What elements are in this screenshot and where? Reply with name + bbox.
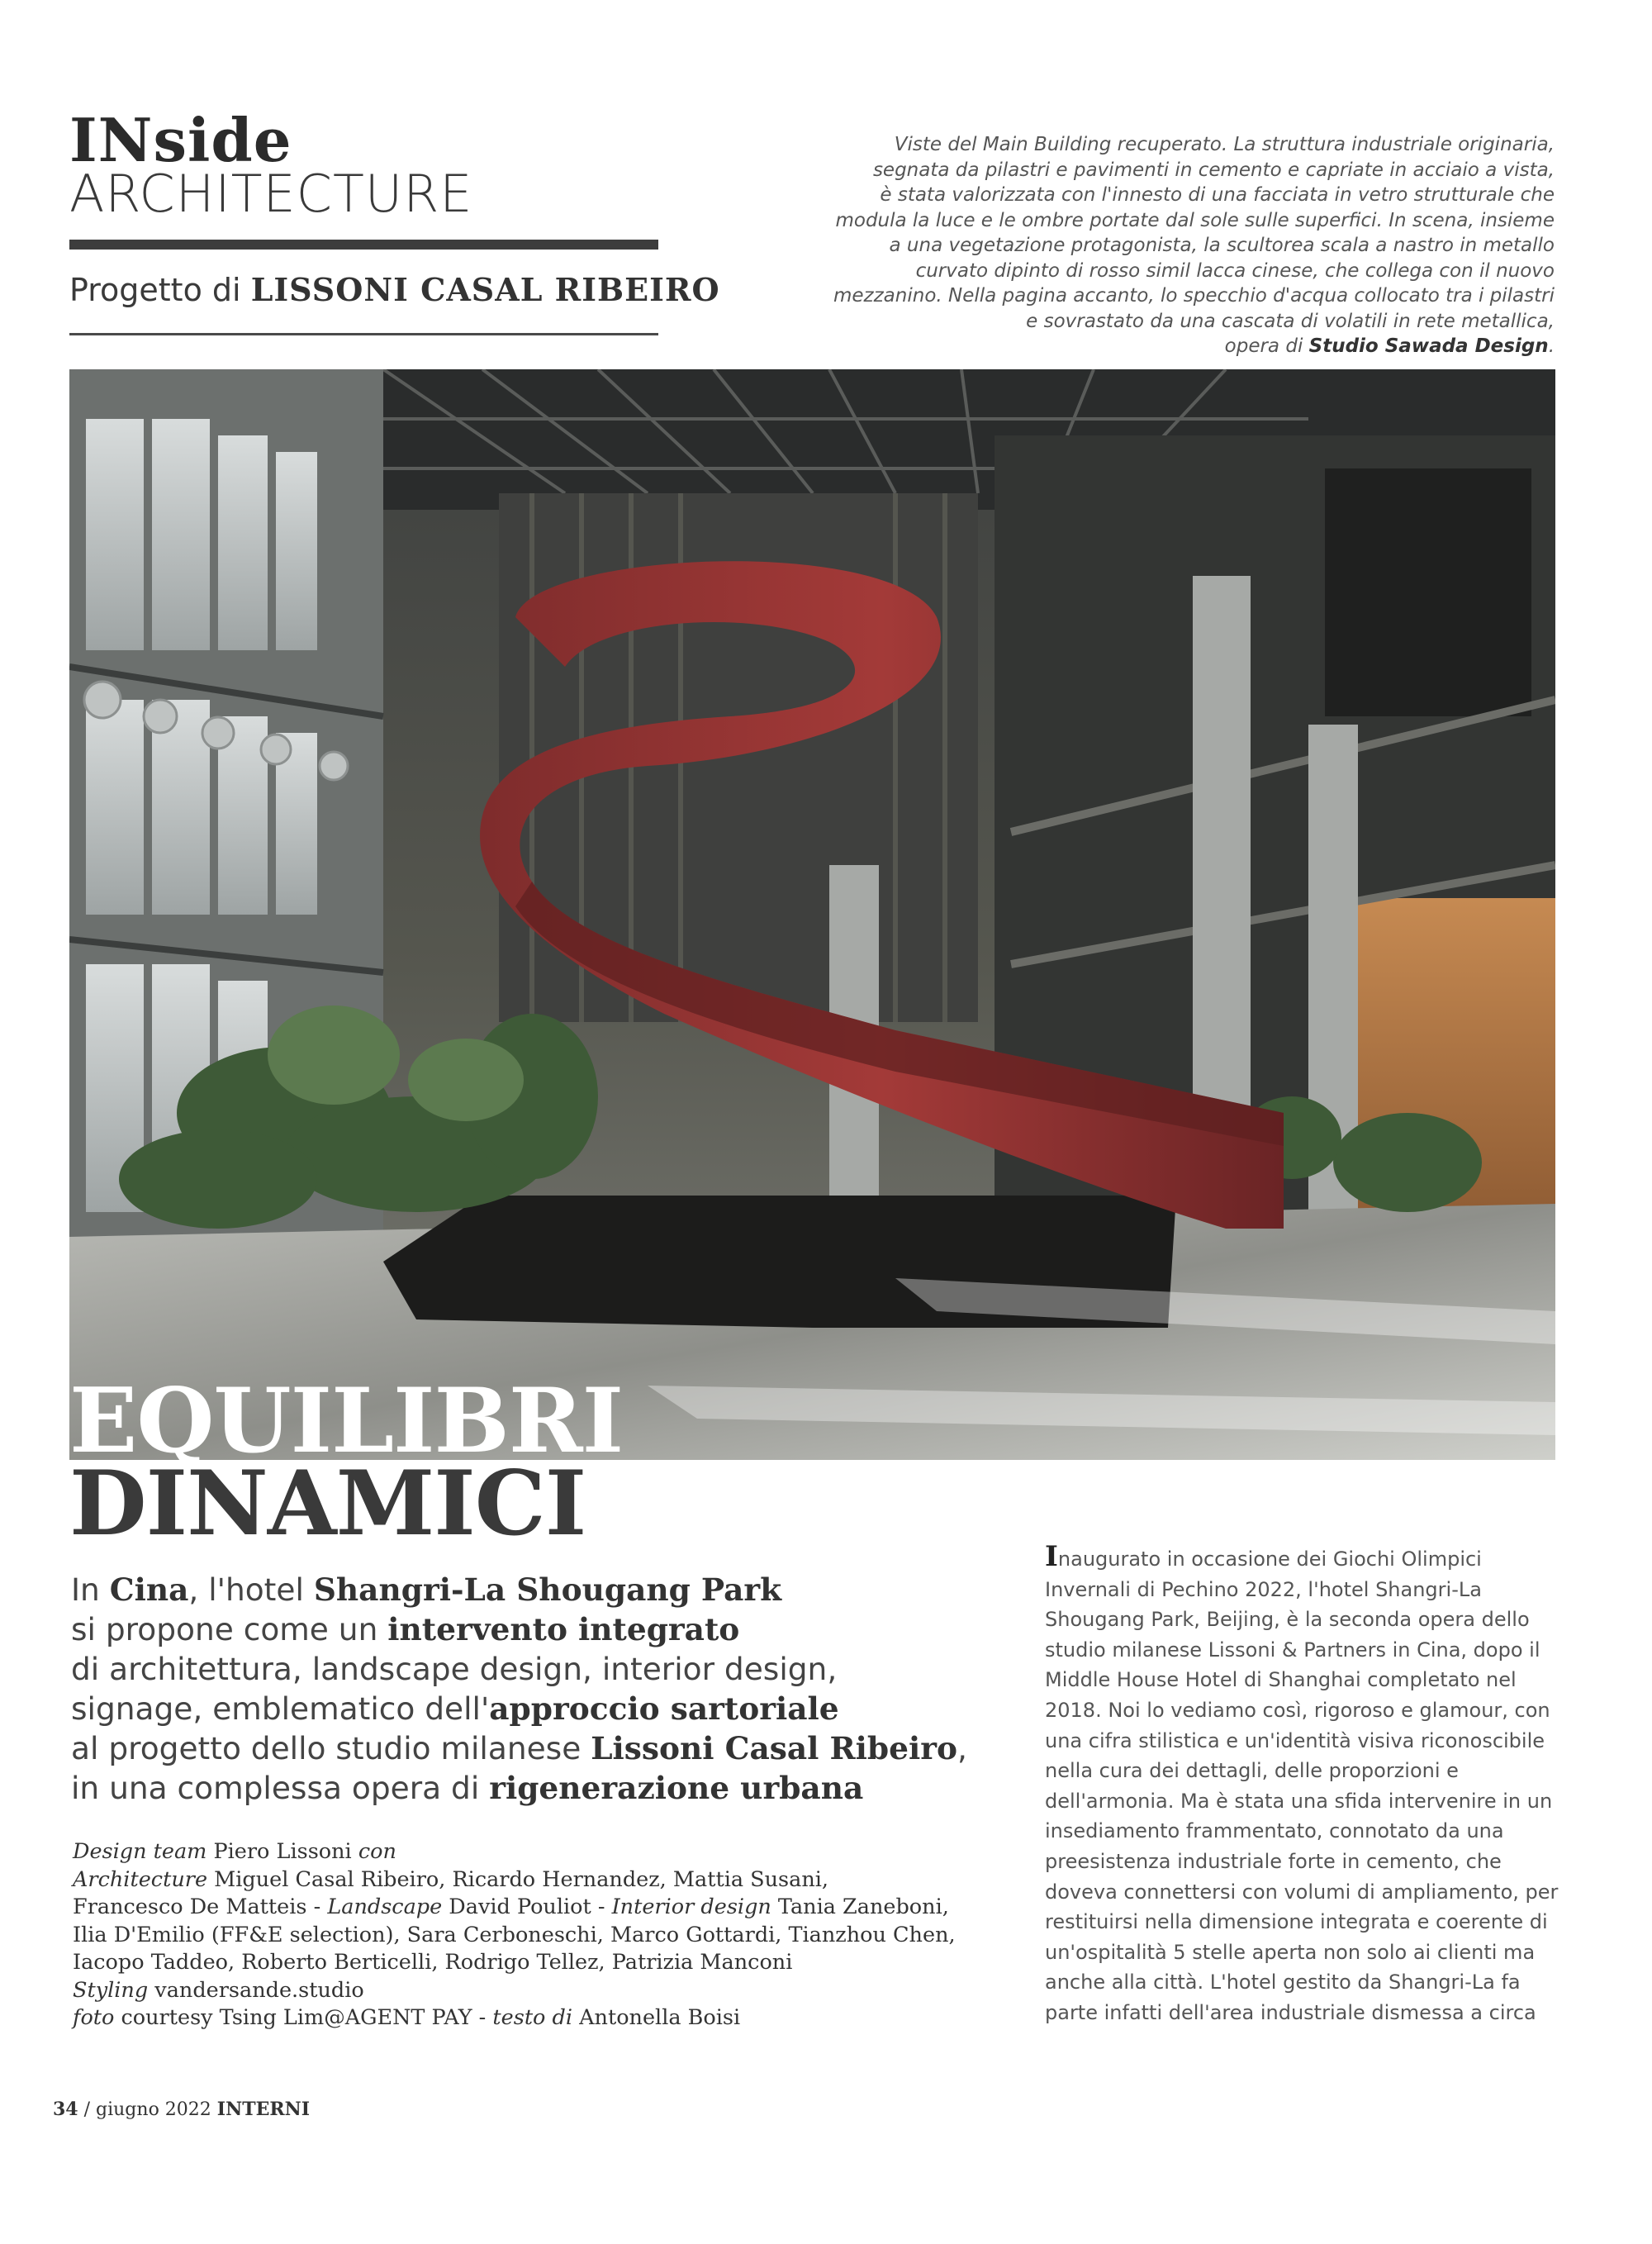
body-line: Shougang Park, Beijing, è la seconda opera dello [1045,1608,1530,1632]
credit-line [73,1866,948,1895]
body-line: Middle House Hotel di Shanghai completato nel [1045,1668,1517,1692]
credit-line [73,2004,948,2032]
lead-line [71,1570,980,1609]
lead-bold: Lissoni Casal Ribeiro [591,1730,957,1766]
caption-line: mezzanino. Nella pagina accanto, lo specchio d'acqua collocato tra i pilastri [833,285,1555,307]
title-line-1: EQUILIBRI [69,1369,624,1473]
design-credits [73,1838,956,2032]
credit-names: David Pouliot - [442,1895,612,1919]
page-footer [53,2099,310,2120]
project-name: LISSONI CASAL RIBEIRO [250,271,720,308]
body-line: parte infatti dell'area industriale dismessa a circa [1045,2000,1536,2024]
project-prefix: Progetto di [69,272,241,308]
body-line: 2018. Noi lo vediamo così, rigoroso e glamour, con [1045,1698,1550,1722]
drop-cap: I [1045,1540,1058,1573]
caption-suffix: . [1548,335,1555,357]
project-credit [69,269,720,311]
lead-text: si propone come un [71,1611,388,1647]
caption-line: segnata da pilastri e pavimenti in cemento e capriate in acciaio a vista, [872,159,1555,181]
credit-role: Interior design [611,1895,771,1919]
lead-line [71,1689,980,1728]
credit-role: Landscape [327,1895,443,1919]
credit-names: Antonella Boisi [572,2005,741,2030]
credit-line [73,1838,948,1866]
header-rule-thick [69,240,658,250]
body-text [1045,1542,1557,2028]
body-line: Invernali di Pechino 2022, l'hotel Shangri-La [1045,1577,1482,1601]
section-title-inside: INside [69,105,292,175]
lead-text: in una complessa opera di [71,1770,490,1806]
body-line: un'ospitalità 5 stelle aperta non solo ai clienti ma [1045,1940,1536,1964]
atrium-illustration [69,369,1555,1473]
issue-date: / giugno 2022 [78,2099,217,2120]
credit-role: con [358,1839,396,1864]
credit-names: Piero Lissoni [206,1839,358,1864]
body-line: doveva connettersi con volumi di ampliamento, per [1045,1880,1559,1904]
credit-line [73,1894,948,1922]
body-line: studio milanese Lissoni & Partners in Cina, dopo il [1045,1638,1540,1662]
lead-line [71,1609,980,1649]
lead-bold: Shangri-La Shougang Park [313,1571,782,1608]
lead-line [71,1768,980,1808]
lead-bold: intervento integrato [387,1611,740,1647]
credit-role: testo di [492,2005,572,2030]
credit-role: Styling [73,1977,149,2003]
lead-text: al progetto dello studio milanese [71,1730,591,1766]
hero-photo [69,369,1555,1473]
credit-names: Miguel Casal Ribeiro, Ricardo Hernandez, Mattia Susani, [207,1866,829,1892]
header-rule-thin [69,333,658,335]
article-title [69,1369,624,1556]
credit-names: Tania Zaneboni, [771,1895,949,1919]
body-line: una cifra stilistica e un'identità visiva riconoscibile [1045,1728,1545,1752]
body-line: restituirsi nella dimensione integrata e coerente di [1045,1910,1548,1934]
lead-text: , [957,1730,967,1766]
body-line: dell'armonia. Ma è stata una sfida intervenire in un [1045,1789,1553,1813]
lead-text: , l'hotel [188,1571,314,1608]
magazine-name: INTERNI [216,2099,311,2120]
section-title-architecture: ARCHITECTURE [69,164,473,224]
credit-line: Ilia D'Emilio (FF&E selection), Sara Cerboneschi, Marco Gottardi, Tianzhou Chen, [73,1922,956,1947]
lead-text: In [71,1571,110,1608]
caption-line: è stata valorizzata con l'innesto di una facciata in vetro strutturale che [880,184,1555,206]
caption-line-last [826,334,1555,359]
credit-names: vandersande.studio [148,1977,364,2003]
body-line: nella cura dei dettagli, delle proporzioni e [1045,1759,1459,1783]
lead-line [71,1728,980,1768]
title-line-2: DINAMICI [69,1452,586,1556]
caption-line: curvato dipinto di rosso simil lacca cinese, che collega con il nuovo [915,259,1555,282]
caption-prefix: opera di [1224,335,1309,357]
body-first-rest: naugurato in occasione dei Giochi Olimpici [1057,1548,1482,1571]
credit-role: foto [73,2005,115,2030]
photo-caption [826,132,1555,359]
credit-names: Francesco De Matteis - [73,1895,328,1919]
body-line: preesistenza industriale forte in cemento, che [1045,1849,1502,1873]
credit-names: courtesy Tsing Lim@AGENT PAY - [114,2005,493,2030]
credit-line: Iacopo Taddeo, Roberto Berticelli, Rodrigo Tellez, Patrizia Manconi [73,1950,793,1975]
lead-bold: Cina [109,1571,189,1608]
page-number: 34 [53,2099,78,2120]
body-line: anche alla città. L'hotel gestito da Shangri-La fa [1045,1971,1521,1994]
credit-line [73,1977,948,2005]
lead-bold: approccio sartoriale [489,1690,839,1727]
credit-role: Design team [73,1839,207,1864]
caption-line: e sovrastato da una cascata di volatili in rete metallica, [1026,310,1555,332]
caption-credit: Studio Sawada Design [1308,335,1549,357]
caption-line: modula la luce e le ombre portate dal sole sulle superfici. In scena, insieme [835,209,1555,231]
body-line: insediamento frammentato, connotato da una [1045,1819,1504,1843]
lead-paragraph [71,1570,980,1808]
caption-line: a una vegetazione protagonista, la scultorea scala a nastro in metallo [889,235,1555,256]
body-line-first [1045,1542,1557,1575]
lead-bold: rigenerazione urbana [489,1770,864,1806]
credit-role: Architecture [73,1866,208,1892]
caption-line: Viste del Main Building recuperato. La struttura industriale originaria, [894,134,1555,155]
lead-text: signage, emblematico dell' [71,1690,490,1727]
lead-line: di architettura, landscape design, interior design, [71,1651,838,1687]
